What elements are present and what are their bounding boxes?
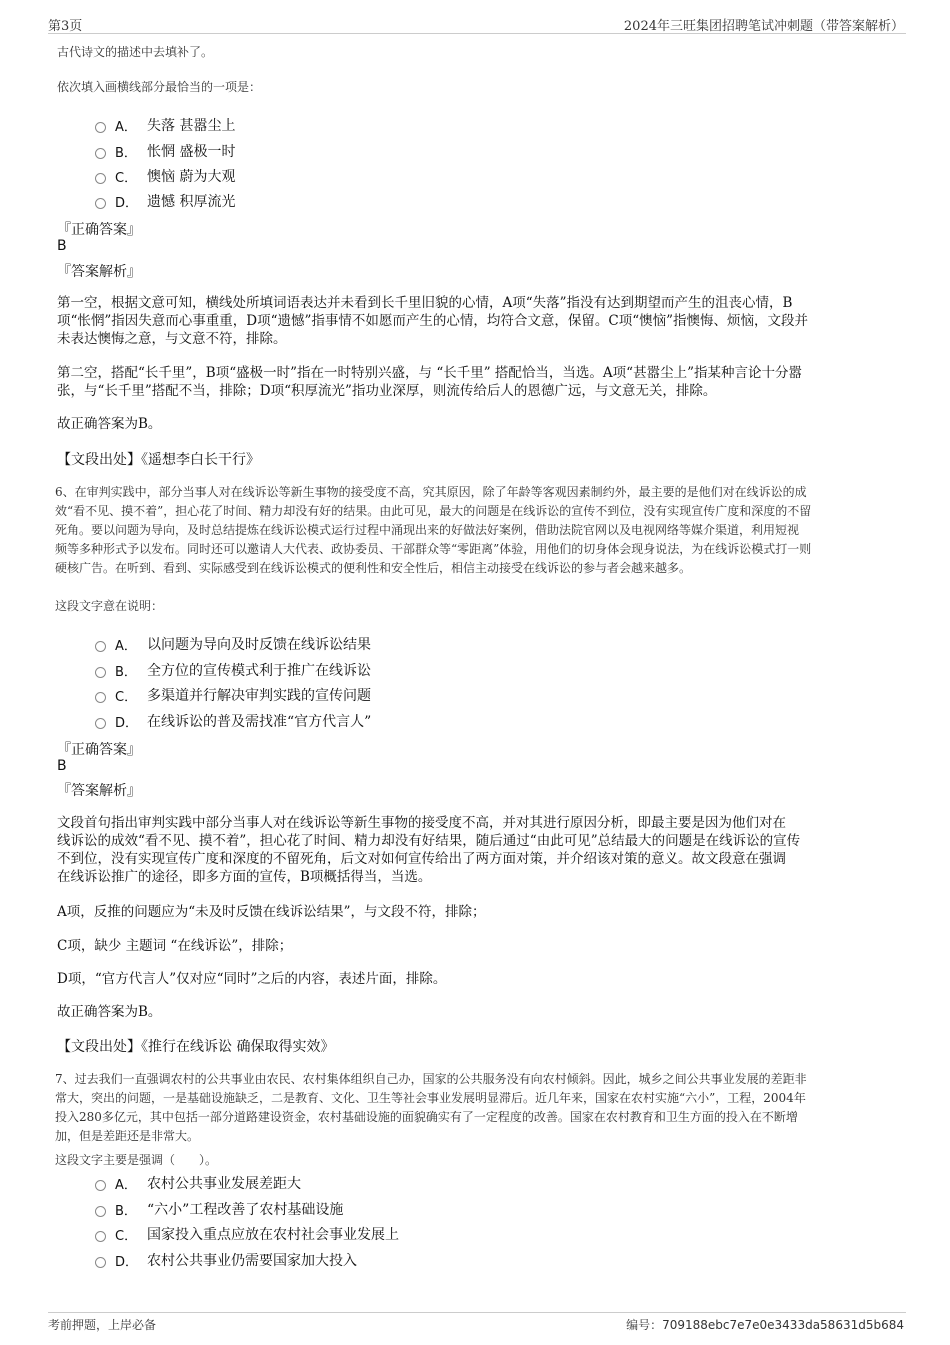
q6-analysis-p2: A项，反推的问题应为“未及时反馈在线诉讼结果”，与文段不符，排除； (57, 904, 486, 920)
q5-analysis-label: 『答案解析』 (57, 264, 141, 280)
document-title: 2024年三旺集团招聘笔试冲刺题（带答案解析） (623, 19, 904, 34)
q5-analysis-p1: 第一空，根据文意可知，横线处所填词语表达并未看到长千里旧貌的心情，A项“失落”指没有达到期望而产生的沮丧心情，B 项“怅惘”指因失意而心事重重，D项“遗憾”指事情不如愿而产生的心情，均符合文意，保留。C项“懊恼”指懊悔、烦恼，文段并 未表达懊悔之意，与文意不符，排除。 (57, 295, 809, 347)
radio-icon[interactable] (95, 1257, 106, 1268)
radio-icon[interactable] (95, 641, 106, 652)
radio-icon[interactable] (95, 173, 106, 184)
q6-source: 【文段出处】《推行在线诉讼 确保取得实效》 (57, 1039, 335, 1055)
q6-analysis-label: 『答案解析』 (57, 783, 141, 799)
footer-slogan: 考前押题，上岸必备 (48, 1318, 157, 1332)
q7-option-a[interactable]: A． 农村公共事业发展差距大 (95, 1173, 301, 1193)
q7-stem: 7、过去我们一直强调农村的公共事业由农民、农村集体组织自己办，国家的公共服务没有向农村倾斜。因此，城乡之间公共事业发展的差距非 常大，突出的问题，一是基础设施缺乏，二是教育、文化、卫生等社会事业发展明显滞后。近几年来，国家在农村实施“六小”，工程，2004年 投入280多亿元，其中包括一部分道路建设资金，农村基础设施的面貌确实有了一定程度的改善。国家在农村教育和卫生方面的投入在不断增 加，但是差距还是非常大。 (55, 1072, 807, 1143)
q5-option-d[interactable]: D． 遗憾 积厚流光 (95, 191, 235, 211)
page-header (48, 14, 906, 34)
radio-icon[interactable] (95, 667, 106, 678)
q6-analysis-p4: D项，“官方代言人”仅对应“同时”之后的内容，表述片面，排除。 (57, 971, 447, 987)
q5-option-c[interactable]: C． 懊恼 蔚为大观 (95, 166, 235, 186)
page-number: 第3页 (48, 19, 83, 34)
radio-icon[interactable] (95, 692, 106, 703)
radio-icon[interactable] (95, 122, 106, 133)
radio-icon[interactable] (95, 198, 106, 209)
radio-icon[interactable] (95, 1206, 106, 1217)
q7-prompt: 这段文字主要是强调（ ）。 (55, 1153, 218, 1167)
q5-option-a[interactable]: A． 失落 甚嚣尘上 (95, 115, 235, 135)
q6-analysis-p5: 故正确答案为B。 (57, 1004, 162, 1020)
radio-icon[interactable] (95, 718, 106, 729)
q6-answer-label: 『正确答案』 (57, 742, 141, 758)
radio-icon[interactable] (95, 148, 106, 159)
q6-prompt: 这段文字意在说明： (55, 599, 164, 613)
q6-option-d[interactable]: D． 在线诉讼的普及需找准“官方代言人” (95, 711, 371, 731)
q7-option-c[interactable]: C． 国家投入重点应放在农村社会事业发展上 (95, 1224, 399, 1244)
q6-option-c[interactable]: C． 多渠道并行解决审判实践的宣传问题 (95, 685, 371, 705)
radio-icon[interactable] (95, 1180, 106, 1191)
q7-option-b[interactable]: B． “六小”工程改善了农村基础设施 (95, 1199, 343, 1219)
q5-answer: B (57, 238, 67, 254)
q6-analysis-p3: C项，缺少 主题词 “在线诉讼”，排除； (57, 938, 293, 954)
q6-analysis-p1: 文段首句指出审判实践中部分当事人对在线诉讼等新生事物的接受度不高，并对其进行原因分析，即最主要是因为他们对在 线诉讼的成效“看不见、摸不着”，担心花了时间、精力却没有好结果，随后通过“由此可见”总结最大的问题是在线诉讼的宣传 不到位，没有实现宣传广度和深度的不留死角，后文对如何宣传给出了两方面对策，并介绍该对策的意义。故文段意在强调 在线诉讼推广的途径，即多方面的宣传，B项概括得当，当选。 (57, 815, 801, 885)
radio-icon[interactable] (95, 1231, 106, 1242)
q5-intro-tail: 古代诗文的描述中去填补了。 (57, 45, 214, 59)
q6-stem: 6、在审判实践中，部分当事人对在线诉讼等新生事物的接受度不高，究其原因，除了年龄等客观因素制约外，最主要的是他们对在线诉讼的成 效“看不见、摸不着”，担心花了时间、精力却没有好的结果。由此可见，最大的问题是在线诉讼的宣传不到位，没有实现宣传广度和深度的不留 死角。要以问题为导向，及时总结提炼在线诉讼模式运行过程中涌现出来的好做法好案例，借助法院官网以及电视网络等媒介渠道，利用短视 频等多种形式予以发布。同时还可以邀请人大代表、政协委员、干部群众等“零距离”体验，用他们的切身体会现身说法，为在线诉讼模式打一则 硬核广告。在听到、看到、实际感受到在线诉讼模式的便利性和安全性后，相信主动接受在线诉讼的参与者会越来越多。 (55, 485, 812, 575)
page-footer (48, 1312, 906, 1336)
q6-option-a[interactable]: A． 以问题为导向及时反馈在线诉讼结果 (95, 634, 371, 654)
q5-option-b[interactable]: B． 怅惘 盛极一时 (95, 141, 235, 161)
q5-source: 【文段出处】《遥想李白长干行》 (57, 452, 260, 468)
q6-answer: B (57, 758, 67, 774)
q5-analysis-p2: 第二空，搭配“长千里”，B项“盛极一时”指在一时特别兴盛，与 “长千里” 搭配恰当，当选。A项“甚嚣尘上”指某种言论十分嚣 张，与“长千里”搭配不当，排除；D项“积厚流光”指功业深厚，则流传给后人的恩德广远，与文意无关，排除。 (57, 365, 802, 399)
q7-option-d[interactable]: D． 农村公共事业仍需要国家加大投入 (95, 1250, 357, 1270)
q5-analysis-p3: 故正确答案为B。 (57, 416, 162, 432)
document-id: 编号：709188ebc7e7e0e3433da58631d5b684 (626, 1318, 904, 1332)
q6-option-b[interactable]: B． 全方位的宣传模式利于推广在线诉讼 (95, 660, 371, 680)
q5-answer-label: 『正确答案』 (57, 222, 141, 238)
q5-prompt: 依次填入画横线部分最恰当的一项是： (57, 80, 262, 94)
